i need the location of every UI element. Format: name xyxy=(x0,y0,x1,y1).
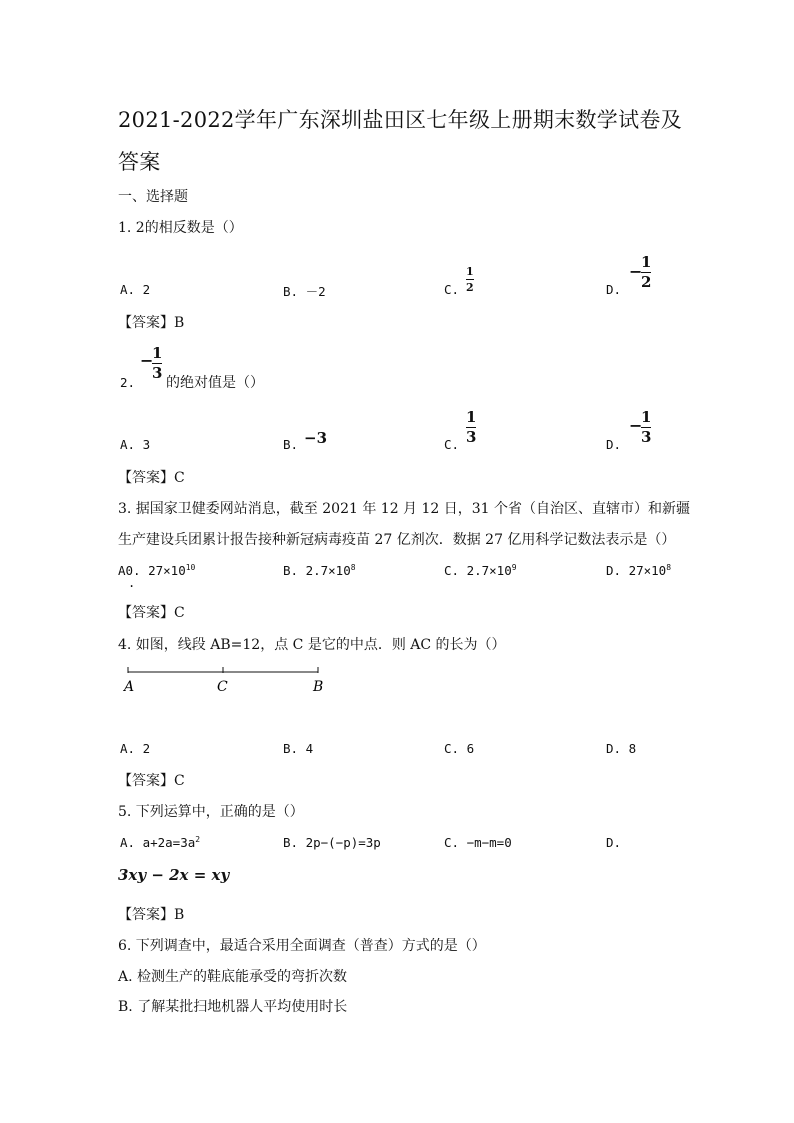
q5-answer: 【答案】B xyxy=(118,907,185,923)
q3-answer: 【答案】C xyxy=(118,605,185,621)
q2-stem-fraction xyxy=(152,346,162,381)
q2-option-d-fraction xyxy=(641,410,651,445)
q6-option-a: A. 检测生产的鞋底能承受的弯折次数 xyxy=(118,969,348,985)
q3-a-base: A0. 27×10 xyxy=(118,563,186,579)
q3-c-base: C. 2.7×10 xyxy=(444,563,512,579)
q3-stem-line2: 生产建设兵团累计报告接种新冠病毒疫苗 27 亿剂次．数据 27 亿用科学记数法表示是（） xyxy=(118,532,676,548)
point-b-label: B xyxy=(313,679,324,695)
point-a-label: A xyxy=(124,679,135,695)
q2-d-denominator: 3 xyxy=(641,428,652,446)
q1-c-numerator: 1 xyxy=(466,265,474,278)
doc-title-line2: 答案 xyxy=(118,150,161,174)
q3-d-exponent: 8 xyxy=(666,563,672,572)
q2-option-c-fraction xyxy=(466,410,476,445)
q3-b-base: B. 2.7×10 xyxy=(283,563,351,579)
q2-option-b-label: B. xyxy=(283,437,299,452)
q6-stem: 6. 下列调查中，最适合采用全面调查（普查）方式的是（） xyxy=(118,938,486,954)
q2-c-numerator: 1 xyxy=(466,408,477,426)
q2-numerator: 1 xyxy=(152,344,163,362)
doc-title-line1: 2021-2022学年广东深圳盐田区七年级上册期末数学试卷及 xyxy=(118,108,682,132)
q1-option-d-fraction xyxy=(641,255,651,290)
q2-sign: − xyxy=(140,351,154,370)
q1-option-a: A. 2 xyxy=(120,282,151,297)
q4-option-c: C. 6 xyxy=(444,741,475,756)
q1-option-c-fraction xyxy=(466,266,474,293)
q3-a-exponent: 10 xyxy=(185,563,196,572)
q1-option-d-label: D. xyxy=(606,282,622,297)
q5-option-d-label: D. xyxy=(606,835,622,850)
q5-a-exponent: 2 xyxy=(195,835,201,844)
q1-c-denominator: 2 xyxy=(466,281,474,294)
segment-diagram xyxy=(118,660,338,700)
fraction-bar xyxy=(466,279,474,280)
q2-denominator: 3 xyxy=(152,364,163,382)
q1-d-denominator: 2 xyxy=(641,273,652,291)
q5-option-a xyxy=(120,835,200,850)
q3-b-exponent: 8 xyxy=(350,563,356,572)
q2-number: 2. xyxy=(120,375,136,390)
q2-option-a: A. 3 xyxy=(120,437,151,452)
q3-option-b xyxy=(283,563,356,578)
q2-stem-tail: 的绝对值是（） xyxy=(166,375,264,391)
q5-option-b: B. 2p−(−p)=3p xyxy=(283,835,381,850)
q2-answer: 【答案】C xyxy=(118,470,185,486)
q1-d-sign: − xyxy=(629,262,643,281)
q4-stem: 4. 如图，线段 AB=12，点 C 是它的中点．则 AC 的长为（） xyxy=(118,637,506,653)
q2-option-c-label: C. xyxy=(444,437,460,452)
q3-option-c xyxy=(444,563,517,578)
q4-option-d: D. 8 xyxy=(606,741,637,756)
q3-c-exponent: 9 xyxy=(511,563,517,572)
q5-option-c: C. −m−m=0 xyxy=(444,835,512,850)
q1-d-numerator: 1 xyxy=(641,253,652,271)
q2-option-d-label: D. xyxy=(606,437,622,452)
q3-a-dot: . xyxy=(128,576,136,590)
q1-option-c-label: C. xyxy=(444,282,460,297)
section-heading: 一、选择题 xyxy=(118,189,188,205)
q1-answer: 【答案】B xyxy=(118,315,185,331)
q5-option-d-expression: 3xy − 2x = xy xyxy=(118,866,230,884)
q6-option-b: B. 了解某批扫地机器人平均使用时长 xyxy=(118,999,348,1015)
q5-a-base: A. a+2a=3a xyxy=(120,835,196,851)
q3-d-base: D. 27×10 xyxy=(606,563,667,579)
q1-option-b: B. －2 xyxy=(283,284,326,299)
q2-option-b-value: −3 xyxy=(304,429,328,447)
q4-option-b: B. 4 xyxy=(283,741,314,756)
q5-stem: 5. 下列运算中，正确的是（） xyxy=(118,804,304,820)
q2-d-numerator: 1 xyxy=(641,408,652,426)
q4-answer: 【答案】C xyxy=(118,773,185,789)
point-c-label: C xyxy=(217,679,228,695)
q3-stem-line1: 3. 据国家卫健委网站消息，截至 2021 年 12 月 12 日，31 个省（自治区、直辖市）和新疆 xyxy=(118,501,691,517)
q3-option-d xyxy=(606,563,671,578)
q2-d-sign: − xyxy=(629,416,643,435)
q2-c-denominator: 3 xyxy=(466,428,477,446)
q4-option-a: A. 2 xyxy=(120,741,151,756)
q1-stem: 1. 2的相反数是（） xyxy=(118,220,243,236)
